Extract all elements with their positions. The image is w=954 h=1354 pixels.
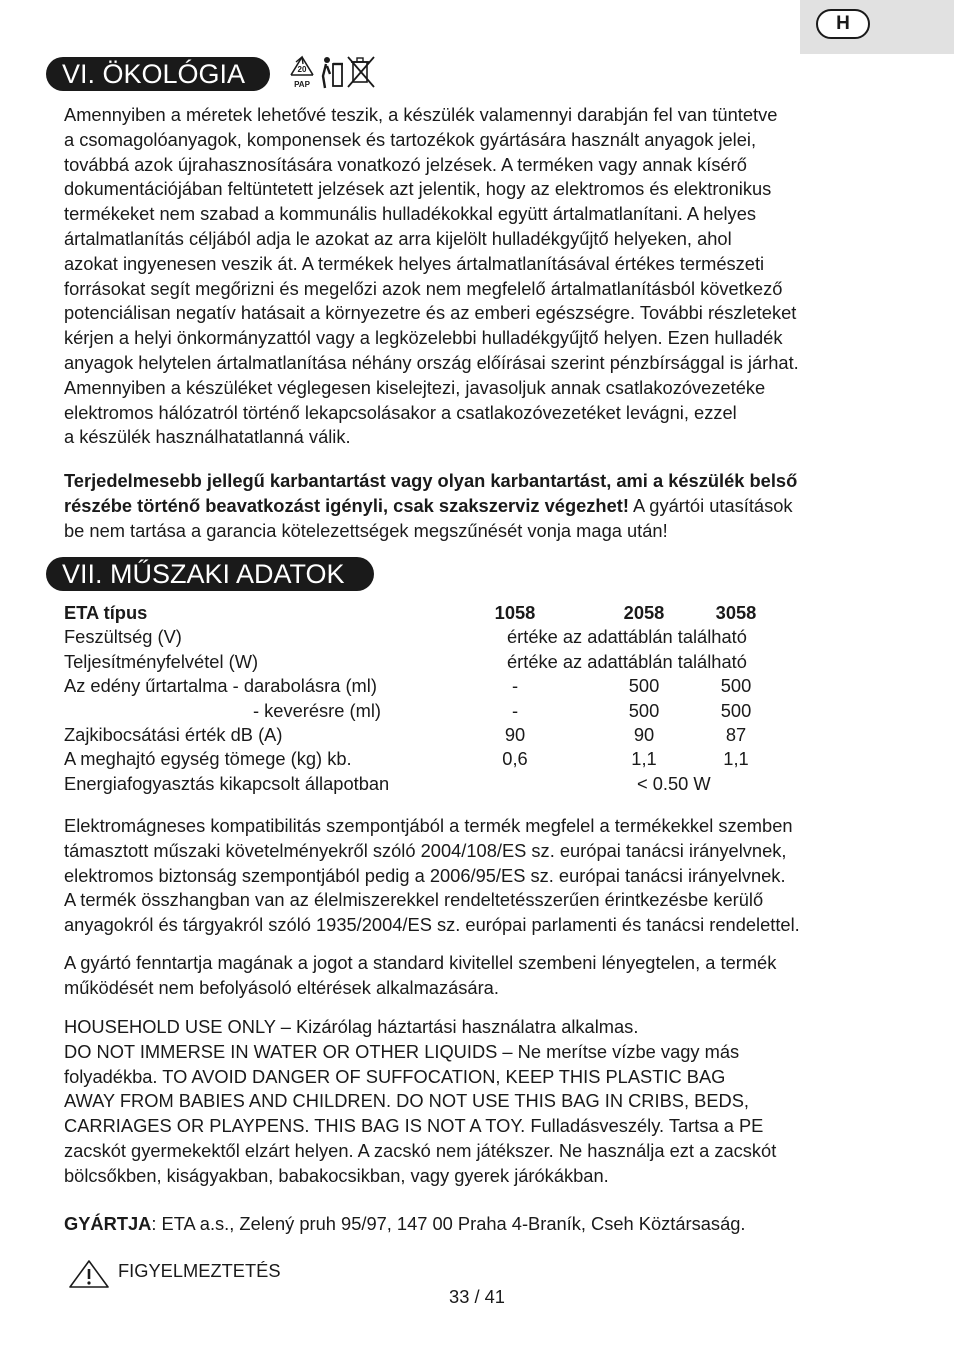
spec-value: - [511, 675, 519, 697]
model-1058: 1058 [494, 602, 536, 623]
manufacturer-label: GYÁRTJA [64, 1213, 152, 1234]
maintenance-note: A gyártói utasítások be nem tartása a garancia kötelezettségek megszűnését vonja maga után! [64, 494, 793, 541]
spec-row-capacity-mix [64, 699, 894, 723]
litter-bin-icon [323, 57, 343, 88]
spec-value: 500 [628, 675, 660, 697]
spec-row-capacity-chop [64, 674, 894, 698]
spec-row-voltage [64, 625, 894, 649]
spec-label: A meghajtó egység tömege (kg) kb. [64, 748, 352, 770]
spec-label: Az edény űrtartalma - darabolásra (ml) [64, 675, 377, 697]
spec-value: - [511, 699, 519, 721]
warning-label: FIGYELMEZTETÉS [118, 1260, 281, 1281]
spec-value: értéke az adattáblán található [507, 626, 747, 648]
spec-value: < 0.50 W [637, 772, 711, 794]
maintenance-paragraph [64, 469, 894, 543]
household-paragraph: HOUSEHOLD USE ONLY – Kizárólag háztartási használatra alkalmas. DO NOT IMMERSE IN WATER OR OTHER LIQUIDS – Ne merítse vízbe vagy más folyadékba. TO AVOID DANGER OF SUFFOCATION, KEEP THIS PLASTIC BAG AWAY FROM BABIES AND CHILDREN. DO NOT USE THIS BAG IN CRIBS, BEDS, CARRIAGES OR PLAYPENS. THIS BAG IS NOT A TOY. Fulladásveszély. Tartsa a PE zacskót gyermekektől elzárt helyen. A zacskó nem játékszer. Ne használja ezt a zacskót bölcsőkben, kiságyakban, babakocsikban, vagy gyerek járókákban. [64, 1016, 777, 1186]
spec-label: Teljesítményfelvétel (W) [64, 650, 259, 672]
model-2058: 2058 [623, 602, 665, 623]
spec-label: Zajkibocsátási érték dB (A) [64, 723, 283, 745]
recycle-material: PAP [294, 80, 310, 89]
spec-table [64, 601, 894, 796]
recycle-code: 20 [297, 65, 307, 74]
spec-value: 90 [633, 723, 655, 745]
spec-value: 500 [628, 699, 660, 721]
manufacturer-address: : ETA a.s., Zelený pruh 95/97, 147 00 Praha 4-Braník, Cseh Köztársaság. [151, 1213, 746, 1234]
page-number: 33 / 41 [449, 1286, 505, 1307]
recycle-icon [291, 57, 313, 89]
spec-value: 0,6 [502, 748, 528, 770]
maintenance-warning: Terjedelmesebb jellegű karbantartást vagy olyan karbantartást, ami a készülék belső részébe történő beavatkozást igényli, csak szakszerviz végezhet! [64, 470, 798, 516]
warning-triangle-icon [68, 1259, 110, 1289]
spec-label: Feszültség (V) [64, 626, 182, 648]
spec-label: - keverésre (ml) [253, 699, 381, 721]
rights-paragraph: A gyártó fenntartja magának a jogot a standard kivitellel szembeni lényegtelen, a termék működését nem befolyásoló eltérések alkalmazására. [64, 952, 777, 998]
spec-value: 1,1 [631, 748, 657, 770]
recycling-symbols [287, 54, 379, 92]
compliance-paragraph: Elektromágneses kompatibilitás szempontjából a termék megfelel a termékekkel szemben támasztott műszaki követelményekről szóló 2004/108/ES sz. európai tanácsi irányelvnek, elektromos biztonság szempontjából pedig a 2006/95/ES sz. európai tanácsi irányelvnek. A termék összhangban van az élelmiszerekkel rendeltetésszerűen érintkezésbe kerülő anyagokról és tárgyakról szóló 1935/2004/ES sz. európai parlamenti és tanácsi rendelettel. [64, 815, 800, 936]
spec-label: Energiafogyasztás kikapcsolt állapotban [64, 772, 390, 794]
spec-header-row [64, 601, 894, 625]
spec-type-label: ETA típus [64, 602, 148, 623]
spec-row-standby [64, 772, 894, 796]
spec-value: értéke az adattáblán található [507, 650, 747, 672]
spec-value: 87 [725, 723, 747, 745]
spec-value: 90 [504, 723, 526, 745]
spec-value: 500 [720, 699, 752, 721]
language-tab [800, 0, 954, 54]
spec-row-power [64, 650, 894, 674]
spec-value: 500 [720, 675, 752, 697]
ecology-heading: VI. ÖKOLÓGIA [46, 57, 270, 91]
technical-heading: VII. MŰSZAKI ADATOK [46, 557, 374, 591]
manufacturer-line [64, 1212, 894, 1237]
language-badge: H [816, 9, 870, 39]
spec-value: 1,1 [723, 748, 749, 770]
spec-row-noise [64, 723, 894, 747]
spec-row-weight [64, 747, 894, 771]
ecology-paragraph: Amennyiben a méretek lehetővé teszik, a készülék valamennyi darabján fel van tüntetve a csomagolóanyagok, komponensek és tartozékok gyártására használt anyagok jelei, továbbá azok újrahasznosítására vonatkozó jelzések. A terméken vagy annak kísérő dokumentációjában feltüntetett jelzések azt jelentik, hogy az elektromos és elektronikus termékeket nem szabad a kommunális hulladékokkal együtt ártalmatlanítani. A helyes ártalmatlanítás céljából adja le azokat az arra kijelölt hulladékgyűjtő helyeken, ahol azokat ingyenesen veszik át. A termékek helyes ártalmatlanításával értékes természeti forrásokat segít megőrizni és megelőzi azok nem megfelelő ártalmatlanításból következő potenciálisan negatív hatásait a környezetre és az emberi egészségre. További részleteket kérjen a helyi önkormányzattól vagy a legközelebbi hulladékgyűjtő helyen. Ezen hulladék anyagok helytelen ártalmatlanítása néhány ország előírásai szerint pénzbírsággal is járhat. Amennyiben a készüléket véglegesen kiselejtezi, javasoljuk annak csatlakozóvezetéke elektromos hálózatról történő lekapcsolásakor a csatlakozóvezetéket levágni, ezzel a készülék használhatatlanná válik. [64, 104, 799, 448]
model-3058: 3058 [715, 602, 757, 623]
crossed-bin-icon [348, 57, 374, 87]
